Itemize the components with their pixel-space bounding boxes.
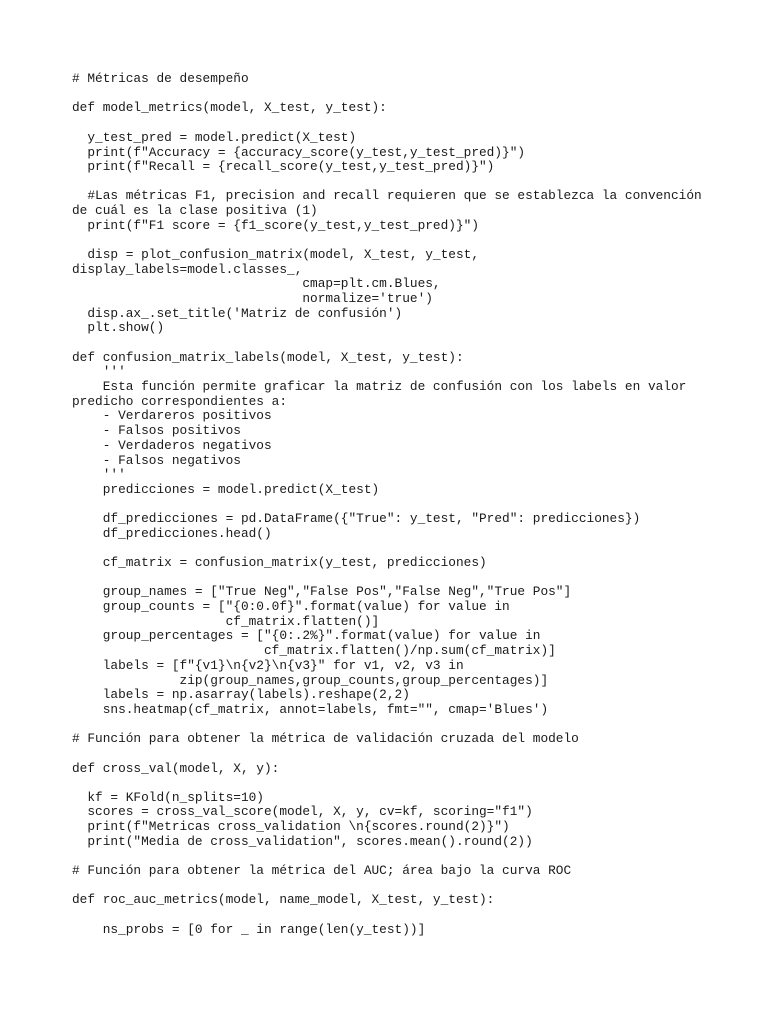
code-line: - Verdareros positivos <box>72 408 272 423</box>
code-line: def model_metrics(model, X_test, y_test): <box>72 100 387 115</box>
code-line: cf_matrix = confusion_matrix(y_test, predicciones) <box>72 555 487 570</box>
code-line: group_percentages = ["{0:.2%}".format(value) for value in <box>72 628 541 643</box>
code-line: df_predicciones.head() <box>72 526 272 541</box>
code-line: scores = cross_val_score(model, X, y, cv=kf, scoring="f1") <box>72 804 533 819</box>
code-line: kf = KFold(n_splits=10) <box>72 790 264 805</box>
code-line: plt.show() <box>72 320 165 335</box>
code-line: print(f"Accuracy = {accuracy_score(y_test,y_test_pred)}") <box>72 145 526 160</box>
code-line: predicciones = model.predict(X_test) <box>72 482 380 497</box>
code-line: df_predicciones = pd.DataFrame({"True": y_test, "Pred": predicciones}) <box>72 511 641 526</box>
code-line: - Falsos positivos <box>72 423 241 438</box>
code-line: # Función para obtener la métrica del AUC; área bajo la curva ROC <box>72 863 572 878</box>
code-line: sns.heatmap(cf_matrix, annot=labels, fmt="", cmap='Blues') <box>72 702 549 717</box>
code-line: ''' <box>72 364 126 379</box>
code-line: display_labels=model.classes_, <box>72 262 303 277</box>
code-line: zip(group_names,group_counts,group_percentages)] <box>72 673 549 688</box>
code-line: - Verdaderos negativos <box>72 438 272 453</box>
code-line: #Las métricas F1, precision and recall requieren que se establezca la convención <box>72 188 702 203</box>
code-line: cf_matrix.flatten()] <box>72 614 380 629</box>
code-line: cmap=plt.cm.Blues, <box>72 276 441 291</box>
code-line: print("Media de cross_validation", scores.mean().round(2)) <box>72 834 533 849</box>
code-line: def roc_auc_metrics(model, name_model, X_test, y_test): <box>72 892 495 907</box>
code-line: # Métricas de desempeño <box>72 71 249 86</box>
code-line: print(f"Recall = {recall_score(y_test,y_test_pred)}") <box>72 159 495 174</box>
code-line: Esta función permite graficar la matriz de confusión con los labels en valor <box>72 379 687 394</box>
code-line: group_names = ["True Neg","False Pos","False Neg","True Pos"] <box>72 584 572 599</box>
code-line: print(f"Metricas cross_validation \n{scores.round(2)}") <box>72 819 510 834</box>
code-line: cf_matrix.flatten()/np.sum(cf_matrix)] <box>72 643 556 658</box>
code-line: y_test_pred = model.predict(X_test) <box>72 130 357 145</box>
code-line: disp.ax_.set_title('Matriz de confusión') <box>72 306 403 321</box>
code-line: de cuál es la clase positiva (1) <box>72 203 318 218</box>
code-line: - Falsos negativos <box>72 453 241 468</box>
code-line: def confusion_matrix_labels(model, X_test, y_test): <box>72 350 464 365</box>
code-line: print(f"F1 score = {f1_score(y_test,y_test_pred)}") <box>72 218 480 233</box>
code-line: group_counts = ["{0:0.0f}".format(value) for value in <box>72 599 510 614</box>
code-line: disp = plot_confusion_matrix(model, X_test, y_test, <box>72 247 480 262</box>
code-line: predicho correspondientes a: <box>72 394 288 409</box>
code-line: labels = np.asarray(labels).reshape(2,2) <box>72 687 410 702</box>
code-line: def cross_val(model, X, y): <box>72 761 280 776</box>
code-line: ns_probs = [0 for _ in range(len(y_test))] <box>72 922 426 937</box>
code-line: normalize='true') <box>72 291 433 306</box>
code-line: ''' <box>72 467 126 482</box>
code-line: labels = [f"{v1}\n{v2}\n{v3}" for v1, v2, v3 in <box>72 658 464 673</box>
code-line: # Función para obtener la métrica de validación cruzada del modelo <box>72 731 579 746</box>
